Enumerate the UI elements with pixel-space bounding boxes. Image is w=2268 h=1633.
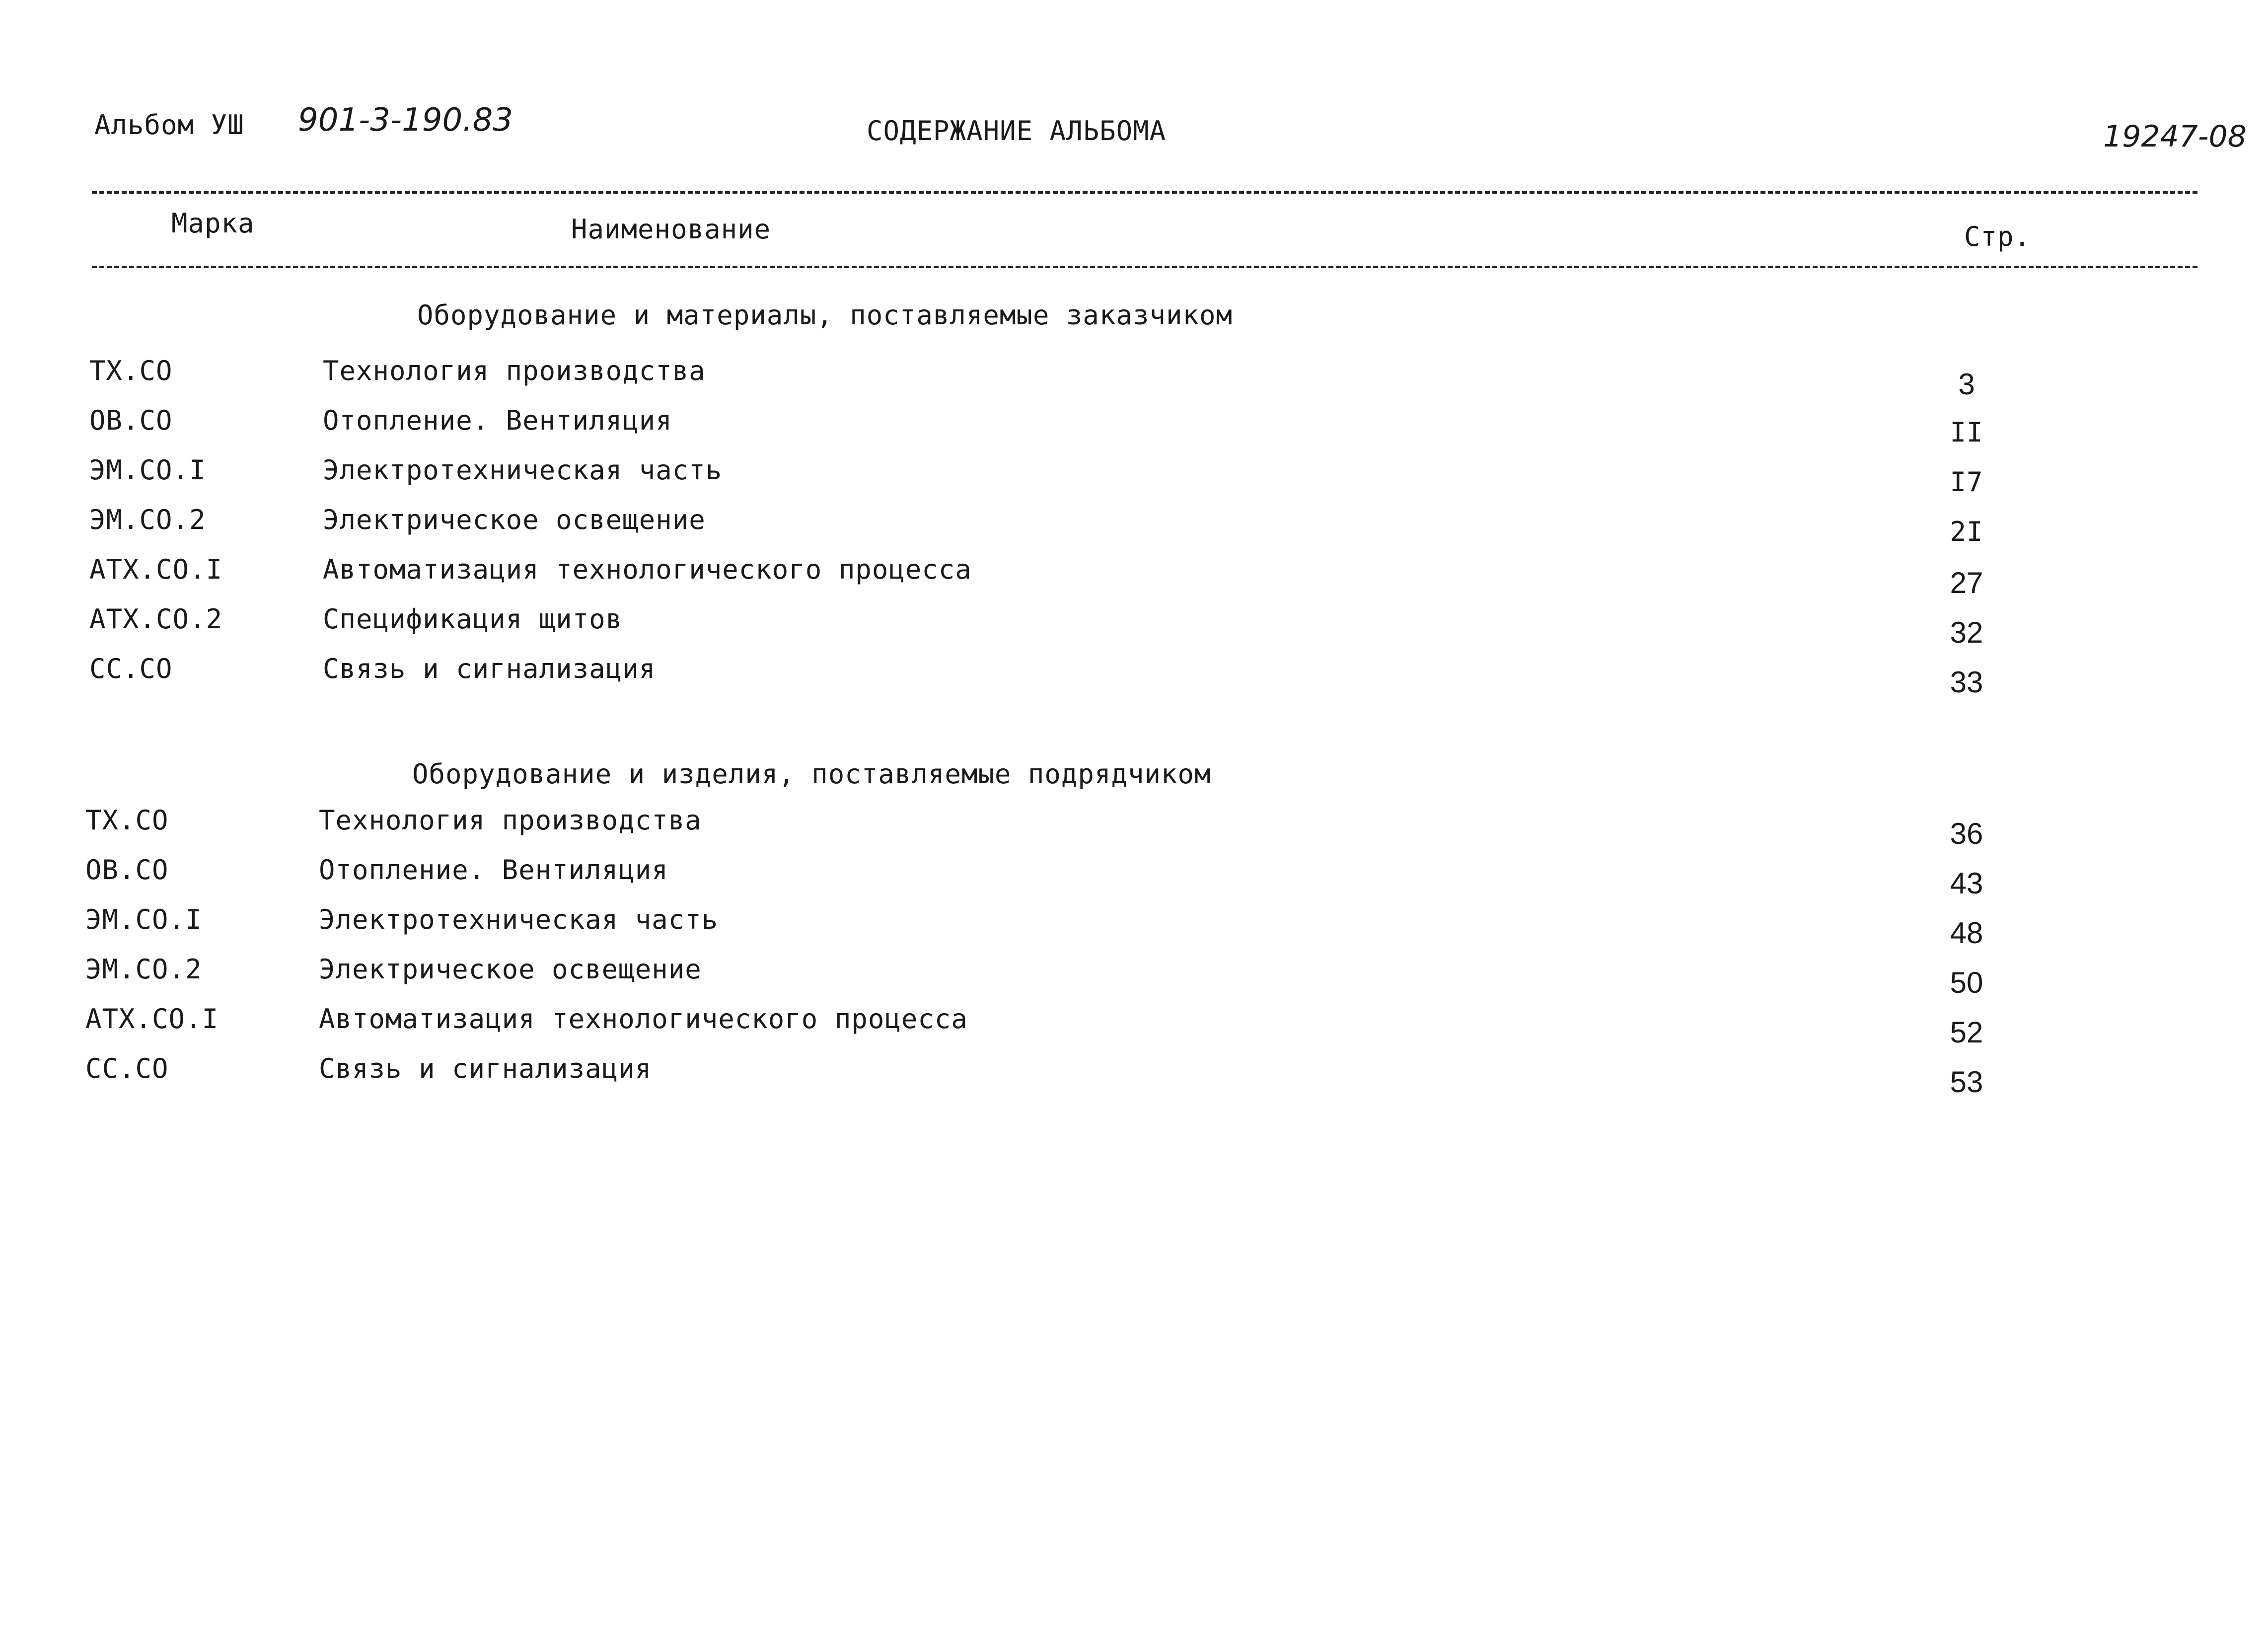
row-name: Электротехническая часть <box>319 904 719 935</box>
column-header-mark: Марка <box>171 208 255 239</box>
column-header-page: Стр. <box>1964 221 2031 252</box>
row-mark: АТХ.СО.I <box>89 554 223 585</box>
section-heading: Оборудование и изделия, поставляемые подрядчиком <box>412 758 1211 790</box>
row-mark: СС.СО <box>89 653 173 684</box>
row-mark: ЭМ.СО.I <box>85 904 202 935</box>
row-page: 50 <box>1950 966 1983 999</box>
row-mark: АТХ.СО.2 <box>89 603 223 635</box>
row-name: Электрическое освещение <box>319 954 702 985</box>
list-item <box>0 805 2268 850</box>
row-page: 27 <box>1950 566 1983 599</box>
row-name: Автоматизация технологического процесса <box>323 554 972 585</box>
row-page: 36 <box>1950 817 1983 850</box>
row-page: 53 <box>1950 1065 1983 1099</box>
row-mark: ЭМ.СО.2 <box>89 504 206 535</box>
row-page: II <box>1950 417 1983 448</box>
list-item <box>0 954 2268 999</box>
row-page: 43 <box>1950 867 1983 900</box>
list-item <box>0 554 2268 599</box>
list-item <box>0 653 2268 699</box>
row-page: 33 <box>1950 666 1983 699</box>
row-page: 52 <box>1950 1016 1983 1049</box>
list-item <box>0 1003 2268 1049</box>
list-item <box>0 854 2268 900</box>
row-name: Спецификация щитов <box>323 603 623 635</box>
row-name: Электротехническая часть <box>323 454 723 486</box>
row-mark: СС.СО <box>85 1053 169 1084</box>
header-top-rule <box>92 191 2197 194</box>
column-header-name: Наименование <box>571 214 771 245</box>
document-number: 19247-08 <box>2103 119 2247 154</box>
row-mark: ТХ.СО <box>85 805 169 836</box>
list-item <box>0 454 2268 498</box>
album-code: 901-3-190.83 <box>298 102 513 139</box>
row-name: Автоматизация технологического процесса <box>319 1003 968 1035</box>
header-bottom-rule <box>92 266 2197 268</box>
list-item <box>0 1053 2268 1099</box>
row-name: Связь и сигнализация <box>323 653 656 684</box>
row-mark: ЭМ.СО.I <box>89 454 206 486</box>
section-heading: Оборудование и материалы, поставляемые заказчиком <box>417 299 1233 331</box>
list-item <box>0 603 2268 649</box>
row-mark: ТХ.СО <box>89 355 173 386</box>
row-name: Технология производства <box>323 355 706 386</box>
row-mark: ОВ.СО <box>89 405 173 436</box>
list-item <box>0 405 2268 448</box>
list-item <box>0 504 2268 547</box>
row-name: Электрическое освещение <box>323 504 706 535</box>
row-name: Отопление. Вентиляция <box>323 405 672 436</box>
list-item <box>0 355 2268 401</box>
page-title: СОДЕРЖАНИЕ АЛЬБОМА <box>867 115 1167 147</box>
row-page: I7 <box>1950 466 1983 498</box>
row-name: Технология производства <box>319 805 702 836</box>
row-name: Связь и сигнализация <box>319 1053 652 1084</box>
row-name: Отопление. Вентиляция <box>319 854 668 886</box>
list-item <box>0 904 2268 950</box>
row-page: 48 <box>1950 916 1983 950</box>
row-mark: ЭМ.СО.2 <box>85 954 202 985</box>
row-page: 32 <box>1950 616 1983 649</box>
row-mark: АТХ.СО.I <box>85 1003 219 1035</box>
row-page: 3 <box>1958 368 1975 401</box>
row-mark: ОВ.СО <box>85 854 169 886</box>
row-page: 2I <box>1950 516 1983 547</box>
album-label: Альбом УШ <box>94 109 244 141</box>
